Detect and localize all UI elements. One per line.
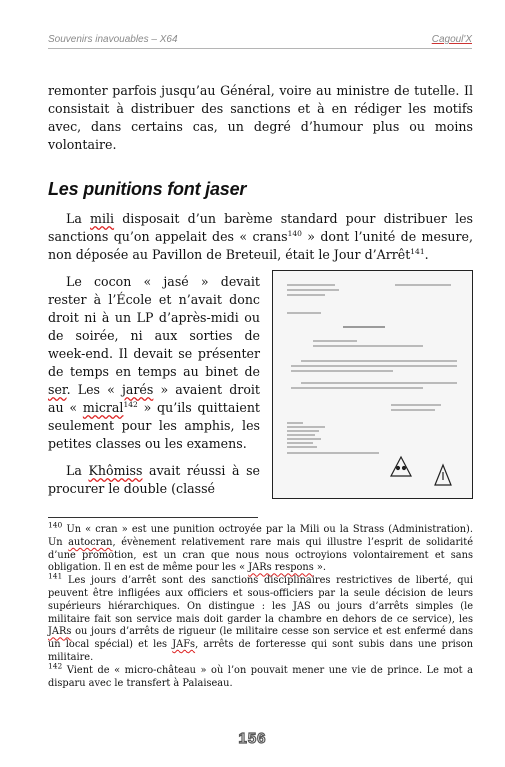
- footnote-text: Un « cran » est une punition octroyée par la Mili ou la Strass (Administration). Un: [48, 524, 473, 548]
- footnote-number: 141: [48, 571, 63, 581]
- text-1: Le cocon « jasé » devait rester à l’École et n’avait donc droit ni à un LP d’après-midi ou de soirée, ni aux sorties de week-end. Il devait se présenter de temps en temps au binet de: [48, 274, 260, 379]
- word-khomiss: Khômiss: [88, 463, 143, 478]
- word-jars: JARs: [48, 626, 72, 638]
- paragraph-mili: [48, 210, 473, 264]
- footnote-142: [48, 661, 473, 691]
- running-header: [48, 34, 472, 49]
- word-micral: micral: [82, 400, 124, 415]
- word-mili: mili: [90, 211, 115, 226]
- section-title: Les punitions font jaser: [48, 179, 247, 199]
- text-4: » qu’ils quittaient seulement pour les amphis, les petites classes ou les examens.: [48, 400, 260, 451]
- footnote-ref-141[interactable]: 141: [410, 246, 425, 256]
- word-jafs: JAFs: [172, 639, 196, 651]
- footnote-text: ou jours d’arrêts de rigueur (le militaire cesse son service et est enfermé dans un local spécial) et les: [48, 626, 473, 651]
- footnote-140: [48, 520, 473, 575]
- text-3: .: [424, 247, 429, 262]
- author-name: Cagoul'X: [431, 34, 472, 45]
- book-title: Souvenirs inavouables – X64: [48, 34, 178, 45]
- paragraph-khomiss: [48, 462, 260, 498]
- footnote-141: [48, 571, 474, 665]
- word-jars-respons: JARs respons: [248, 562, 314, 574]
- word-jares: jarés: [121, 382, 154, 397]
- text-2: » dont l’unité de mesure, non déposée au Pavillon de Breteuil, était le Jour d’Arrêt: [48, 229, 473, 262]
- punishment-document-scan: [272, 270, 473, 499]
- footnote-text: ».: [313, 562, 326, 574]
- footnote-separator: [48, 517, 258, 518]
- text-3: » avaient droit au «: [48, 382, 260, 415]
- footnote-text: Les jours d’arrêt sont des sanctions disciplinaires restrictives de liberté, qui peuvent être infligées aux officiers et sous-officiers par la seule décision de leurs supérieurs hiérarchiques. On distingue : les JAS ou jours d’arrêts simples (le militaire fait son service mais doit garder la chambre en dehors de ce service), les: [48, 575, 473, 625]
- word-la: La: [66, 463, 89, 478]
- word-ser: ser: [48, 382, 67, 397]
- footnote-text: Vient de « micro-château » où l’on pouvait mener une vie de prince. Le mot a disparu avec le transfert à Palaiseau.: [48, 664, 473, 689]
- footnote-text: , arrêts de forteresse qui sont subis dans une prison militaire.: [48, 639, 474, 663]
- footnote-number: 140: [48, 520, 63, 530]
- document-illustration: [273, 271, 472, 498]
- page-number: 156: [238, 730, 267, 747]
- word-autocran: autocran: [68, 536, 113, 548]
- intro-paragraph: remonter parfois jusqu’au Général, voire au ministre de tutelle. Il consistait à distribuer des sanctions et à en rédiger les motifs avec, dans certains cas, un degré d’humour plus ou moins volontaire.: [48, 83, 473, 152]
- footnote-ref-142[interactable]: 142: [123, 399, 138, 409]
- footnotes: [48, 520, 474, 690]
- footnote-ref-140[interactable]: 140: [287, 228, 302, 238]
- footnote-number: 142: [48, 661, 63, 671]
- paragraph-cocon: [48, 273, 260, 453]
- text-1: avait réussi à se procurer le double (classé: [48, 463, 261, 496]
- word-la: La: [66, 211, 91, 226]
- text-1: disposait d’un barème standard pour distribuer les sanctions qu’on appelait des « crans: [48, 211, 474, 244]
- text-2: . Les «: [66, 382, 122, 397]
- footnote-text: , évènement relativement rare mais qui illustre l’esprit de solidarité d’une promotion, est un cran que nous nous octroyions volontairement et sans obligation. Il en est de même pour les «: [48, 536, 473, 574]
